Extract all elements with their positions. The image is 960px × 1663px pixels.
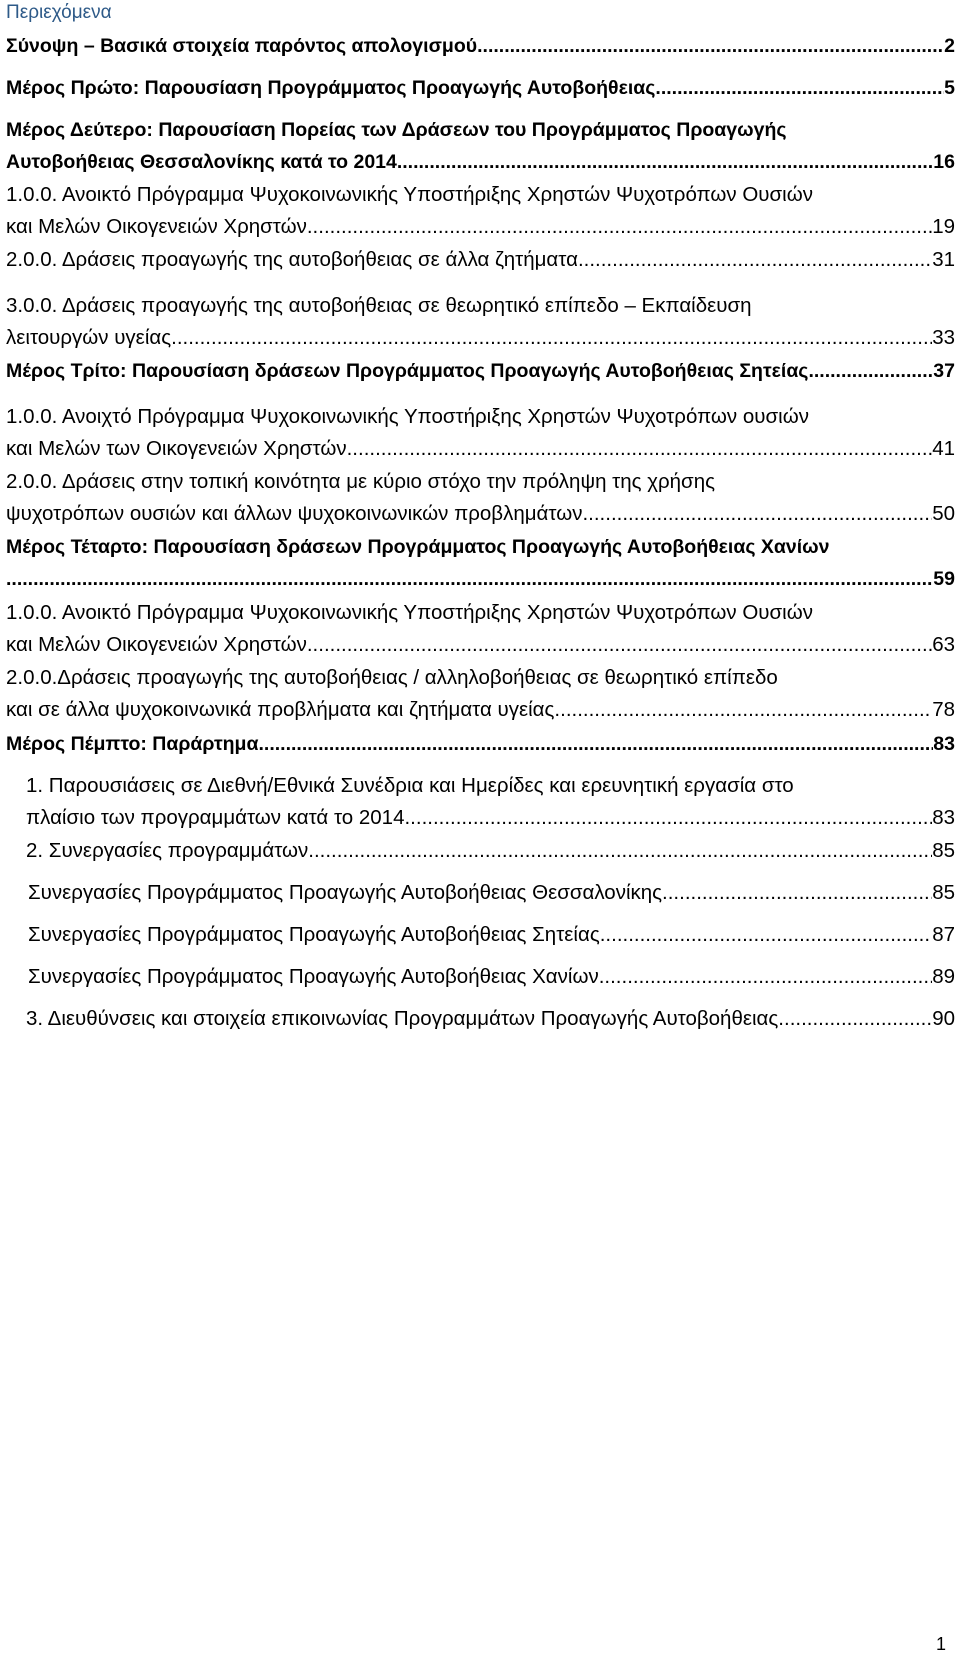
dot-leader <box>578 244 932 276</box>
toc-entry-title: Συνεργασίες Προγράμματος Προαγωγής Αυτοβοήθειας Σητείας. <box>28 923 606 946</box>
toc-entry[interactable] <box>6 597 955 661</box>
toc-page-number: 33 <box>932 326 955 349</box>
dot-leader <box>258 728 933 760</box>
toc-entry-title: ψυχοτρόπων ουσιών και άλλων ψυχοκοινωνικών προβλημάτων <box>6 502 583 525</box>
toc-entry-title: 2.0.0. Δράσεις προαγωγής της αυτοβοήθειας σε άλλα ζητήματα <box>6 248 578 271</box>
dot-leader <box>477 30 944 62</box>
toc-entry[interactable] <box>6 72 955 104</box>
toc-entry-title: Συνεργασίες Προγράμματος Προαγωγής Αυτοβοήθειας Θεσσαλονίκης. <box>28 881 668 904</box>
toc-page-number: 78 <box>932 698 955 721</box>
toc-page-number: 83 <box>933 733 955 755</box>
toc-entry-title: λειτουργών υγείας <box>6 326 172 349</box>
toc-heading: Περιεχόμενα <box>6 2 112 23</box>
toc-entry-title: Μέρος Τρίτο: Παρουσίαση δράσεων Προγράμματος Προαγωγής Αυτοβοήθειας Σητείας <box>6 360 809 382</box>
toc-entry[interactable] <box>6 114 955 178</box>
toc-entry[interactable] <box>6 531 955 595</box>
toc-entry[interactable] <box>6 290 955 354</box>
toc-entry[interactable] <box>26 770 955 834</box>
dot-leader <box>402 146 933 178</box>
toc-entry-title: 2. Συνεργασίες προγραμμάτων <box>26 839 309 862</box>
toc-entry-title: Μέρος Πέμπτο: Παράρτημα <box>6 733 259 755</box>
toc-entry-title: Αυτοβοήθειας Θεσσαλονίκης κατά το 2014. <box>6 151 403 173</box>
toc-entry[interactable] <box>6 244 955 276</box>
dot-leader <box>313 629 933 661</box>
toc-entry[interactable] <box>6 401 955 465</box>
toc-entry-title: 1.0.0. Ανοικτό Πρόγραμμα Ψυχοκοινωνικής Υποστήριξης Χρηστών Ψυχοτρόπων Ουσιών <box>6 601 813 624</box>
toc-page-number: 41 <box>932 437 955 460</box>
dot-leader <box>410 802 932 834</box>
toc-page-number: 83 <box>932 806 955 829</box>
toc-entry[interactable] <box>26 1003 955 1035</box>
toc-page-number: 37 <box>933 360 955 382</box>
dot-leader <box>6 563 933 595</box>
toc-entry-title: Μέρος Πρώτο: Παρουσίαση Προγράμματος Προαγωγής Αυτοβοήθειας <box>6 77 656 99</box>
dot-leader <box>308 835 932 867</box>
toc-entry[interactable] <box>6 728 955 760</box>
toc-entry-title: Συνεργασίες Προγράμματος Προαγωγής Αυτοβοήθειας Χανίων <box>28 965 599 988</box>
toc-entry[interactable] <box>26 835 955 867</box>
toc-entry-title: 1.0.0. Ανοιχτό Πρόγραμμα Ψυχοκοινωνικής Υποστήριξης Χρηστών Ψυχοτρόπων ουσιών <box>6 405 809 428</box>
dot-leader <box>599 961 932 993</box>
toc-entry[interactable] <box>28 961 955 993</box>
toc-entry-title: και Μελών Οικογενειών Χρηστών. <box>6 633 313 656</box>
toc-page-number: 63 <box>932 633 955 656</box>
toc-entry-title: και Μελών των Οικογενειών Χρηστών <box>6 437 347 460</box>
toc-entry-title: 2.0.0.Δράσεις προαγωγής της αυτοβοήθειας / αλληλοβοήθειας σε θεωρητικό επίπεδο <box>6 666 778 689</box>
dot-leader <box>347 433 933 465</box>
toc-page-number: 31 <box>932 248 955 271</box>
toc-page-number: 59 <box>933 568 955 590</box>
dot-leader <box>778 1003 932 1035</box>
toc-entry[interactable] <box>6 466 955 530</box>
dot-leader <box>605 919 932 951</box>
toc-entry-title: Σύνοψη – Βασικά στοιχεία παρόντος απολογισμού <box>6 35 478 57</box>
toc-entry-title: πλαίσιο των προγραμμάτων κατά το 2014. <box>26 806 411 829</box>
toc-entry-title: Μέρος Τέταρτο: Παρουσίαση δράσεων Προγράμματος Προαγωγής Αυτοβοήθειας Χανίων <box>6 536 830 558</box>
toc-entry-title: και Μελών Οικογενειών Χρηστών. <box>6 215 313 238</box>
toc-entry[interactable] <box>6 30 955 62</box>
dot-leader <box>560 694 932 726</box>
toc-entry-title: και σε άλλα ψυχοκοινωνικά προβλήματα και ζητήματα υγείας. <box>6 698 561 721</box>
toc-entry[interactable] <box>28 919 955 951</box>
dot-leader <box>668 877 932 909</box>
toc-entry[interactable] <box>6 179 955 243</box>
toc-page-number: 5 <box>944 77 955 99</box>
toc-page-number: 87 <box>932 923 955 946</box>
toc-entry-title: 3.0.0. Δράσεις προαγωγής της αυτοβοήθειας σε θεωρητικό επίπεδο – Εκπαίδευση <box>6 294 752 317</box>
dot-leader <box>808 355 933 387</box>
toc-page-number: 19 <box>932 215 955 238</box>
toc-entry-title: 1.0.0. Ανοικτό Πρόγραμμα Ψυχοκοινωνικής Υποστήριξης Χρηστών Ψυχοτρόπων Ουσιών <box>6 183 813 206</box>
toc-entry-title: 3. Διευθύνσεις και στοιχεία επικοινωνίας Προγραμμάτων Προαγωγής Αυτοβοήθειας <box>26 1007 779 1030</box>
toc-page-number: 85 <box>932 839 955 862</box>
toc-page-number: 90 <box>932 1007 955 1030</box>
dot-leader <box>655 72 944 104</box>
dot-leader <box>313 211 933 243</box>
toc-page-number: 89 <box>932 965 955 988</box>
toc-entry-title: 2.0.0. Δράσεις στην τοπική κοινότητα με κύριο στόχο την πρόληψη της χρήσης <box>6 470 715 493</box>
toc-page-number: 85 <box>932 881 955 904</box>
dot-leader <box>582 498 932 530</box>
dot-leader <box>171 322 932 354</box>
toc-entry[interactable] <box>6 662 955 726</box>
toc-page-number: 16 <box>933 151 955 173</box>
toc-entry-title: Μέρος Δεύτερο: Παρουσίαση Πορείας των Δράσεων του Προγράμματος Προαγωγής <box>6 119 787 141</box>
toc-entry[interactable] <box>28 877 955 909</box>
toc-page-number: 2 <box>944 35 955 57</box>
toc-entry[interactable] <box>6 355 955 387</box>
toc-entry-title: 1. Παρουσιάσεις σε Διεθνή/Εθνικά Συνέδρια και Ημερίδες και ερευνητική εργασία στο <box>26 774 794 797</box>
page-number: 1 <box>935 1634 946 1654</box>
toc-page-number: 50 <box>932 502 955 525</box>
